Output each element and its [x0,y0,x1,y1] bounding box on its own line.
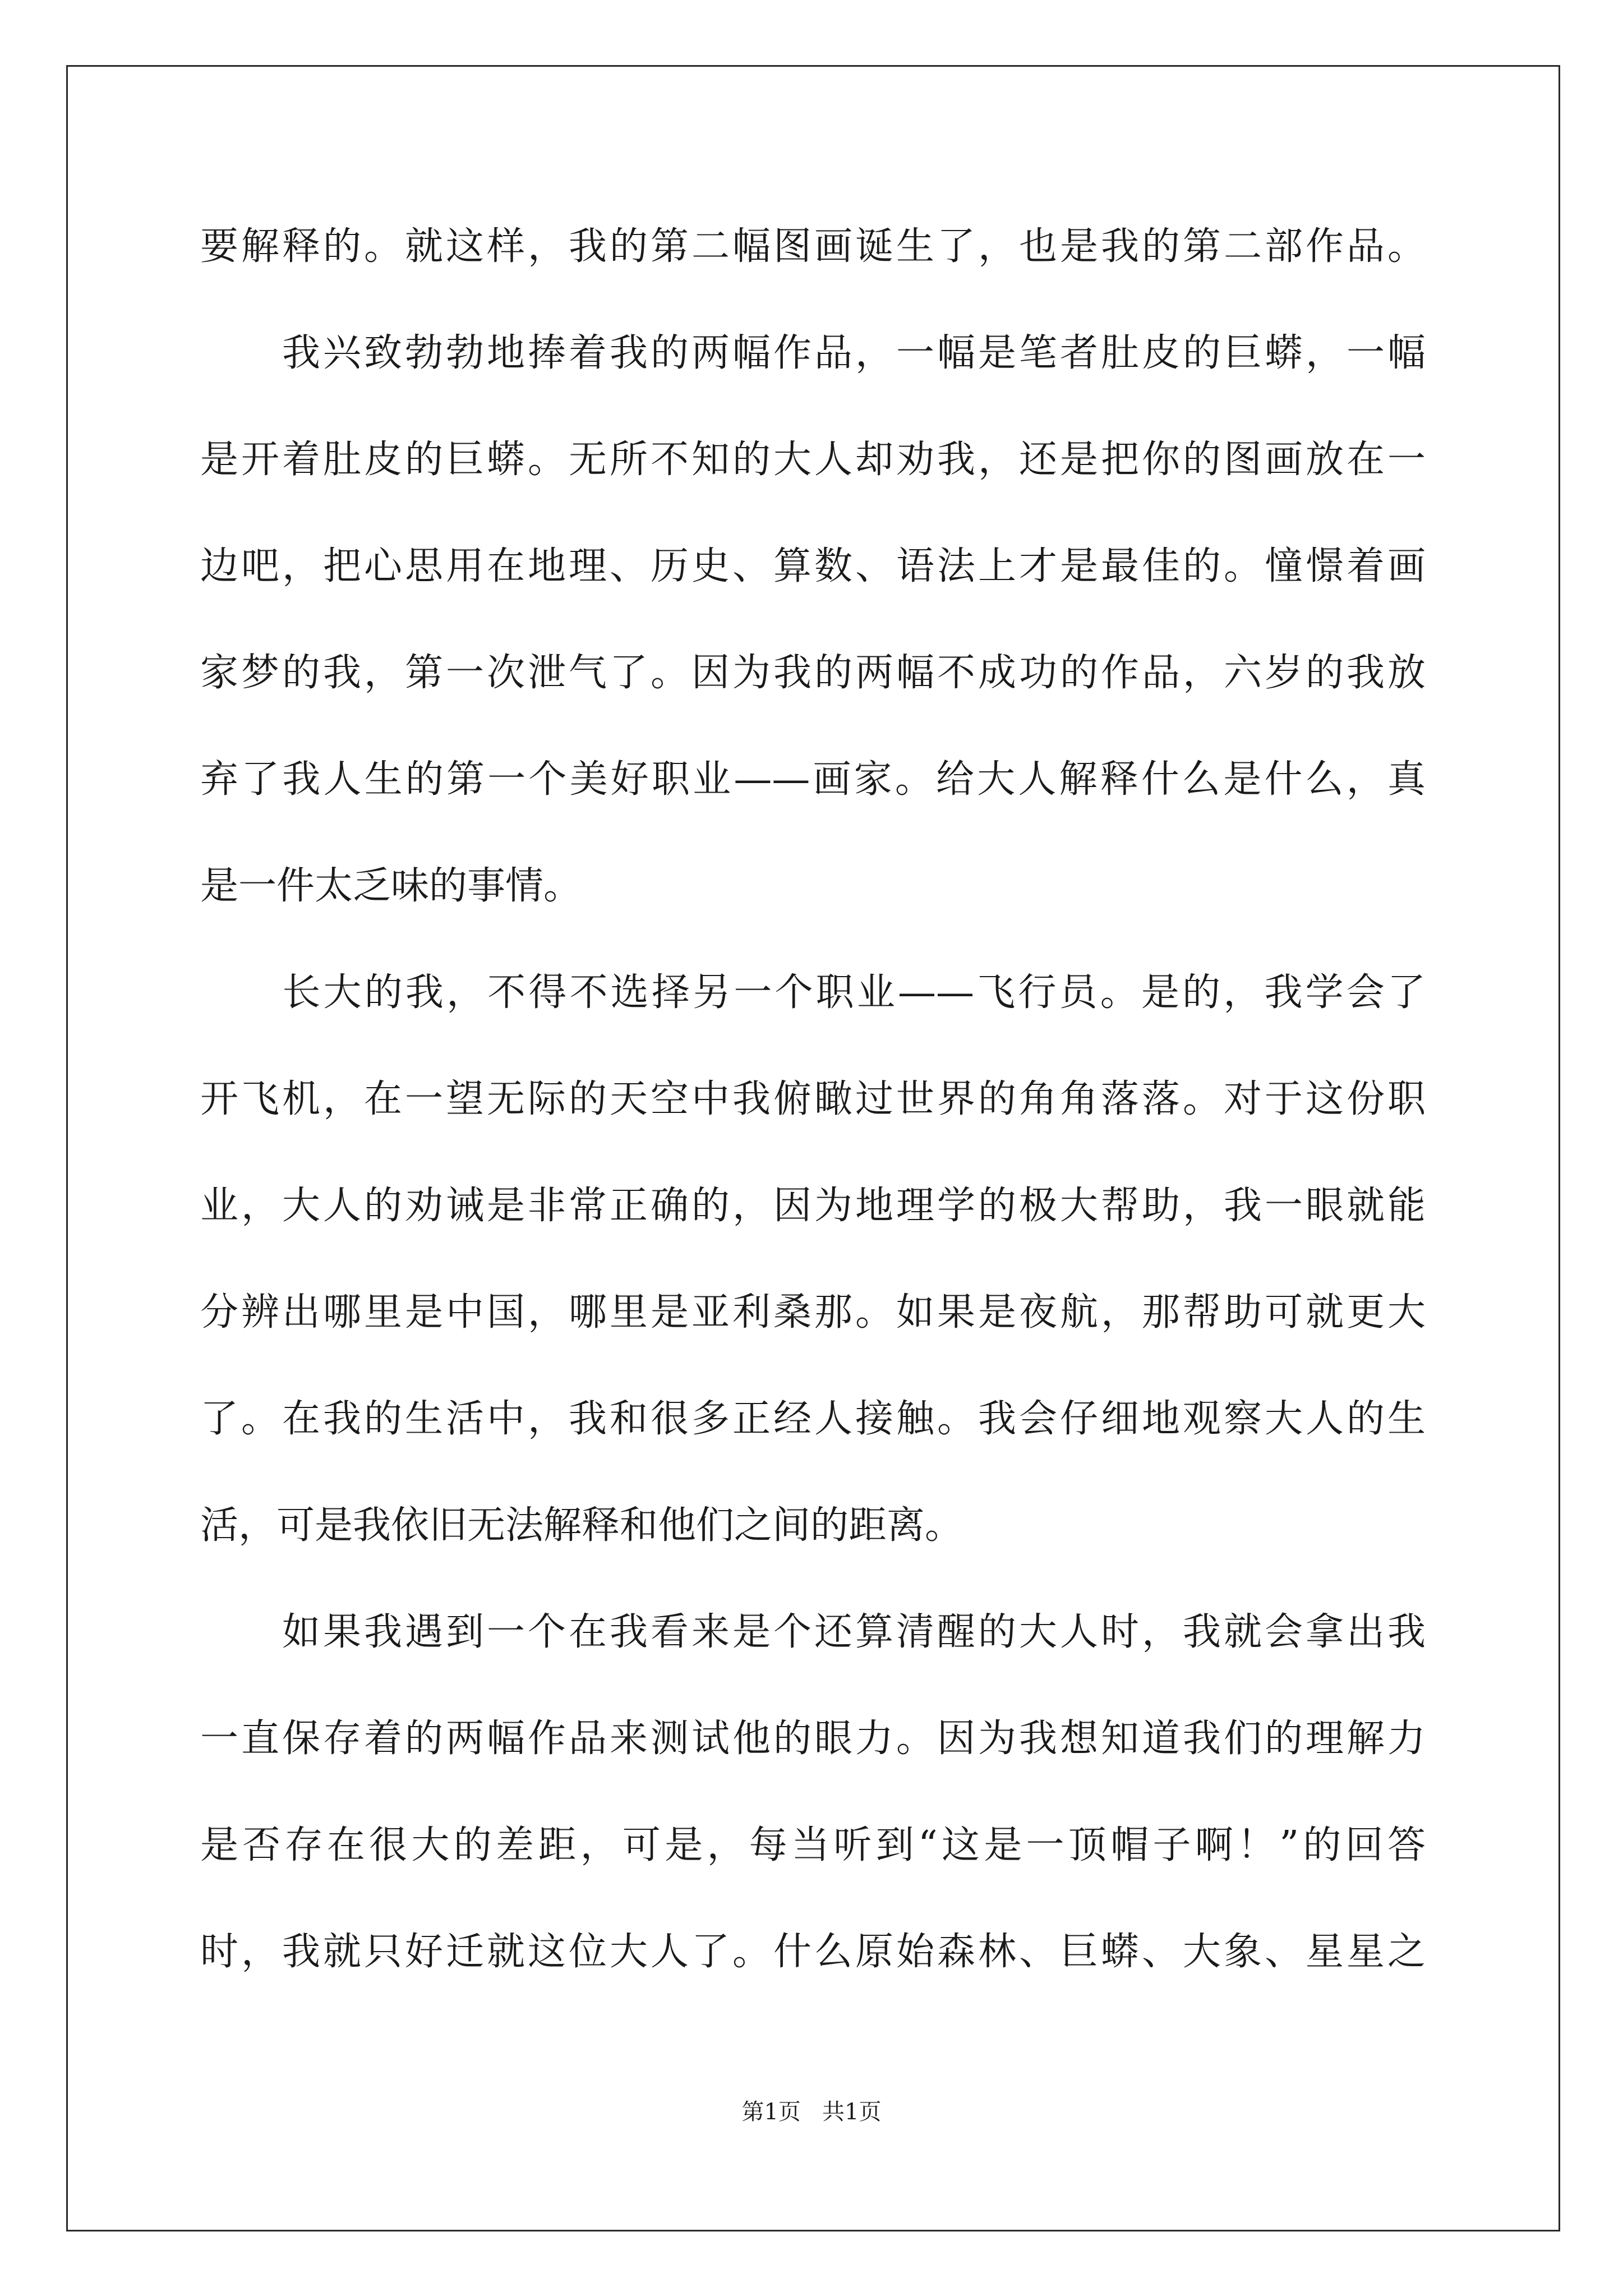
text-line: 弃了我人生的第一个美好职业——画家。给大人解释什么是什么，真 [200,757,1426,802]
document-body [200,216,1426,2028]
text-line: 一直保存着的两幅作品来测试他的眼力。因为我想知道我们的理解力 [200,1717,1426,1761]
text-line: 要解释的。就这样，我的第二幅图画诞生了，也是我的第二部作品。 [200,224,1426,269]
text-line: 开飞机，在一望无际的天空中我俯瞰过世界的角角落落。对于这份职 [200,1077,1426,1121]
page-number-footer: 第1页 共1页 [741,2099,882,2125]
text-line: 分辨出哪里是中国，哪里是亚利桑那。如果是夜航，那帮助可就更大 [200,1290,1426,1335]
text-line: 时，我就只好迁就这位大人了。什么原始森林、巨蟒、大象、星星之 [200,1930,1426,1974]
text-line: 边吧，把心思用在地理、历史、算数、语法上才是最佳的。憧憬着画 [200,544,1426,588]
text-line: 了。在我的生活中，我和很多正经人接触。我会仔细地观察大人的生 [200,1397,1426,1441]
text-line: 如果我遇到一个在我看来是个还算清醒的大人时，我就会拿出我 [200,1610,1426,1654]
text-line: 活，可是我依旧无法解释和他们之间的距离。 [200,1503,963,1548]
text-line: 业，大人的劝诫是非常正确的，因为地理学的极大帮助，我一眼就能 [200,1184,1426,1228]
text-line: 家梦的我，第一次泄气了。因为我的两幅不成功的作品，六岁的我放 [200,651,1426,695]
text-line: 是开着肚皮的巨蟒。无所不知的大人却劝我，还是把你的图画放在一 [200,438,1426,482]
text-line: 长大的我，不得不选择另一个职业——飞行员。是的，我学会了 [200,970,1426,1015]
text-line: 是一件太乏味的事情。 [200,864,582,908]
text-line: 我兴致勃勃地捧着我的两幅作品，一幅是笔者肚皮的巨蟒，一幅 [200,331,1426,375]
text-line: 是否存在很大的差距，可是，每当听到“这是一顶帽子啊！”的回答 [200,1823,1426,1867]
